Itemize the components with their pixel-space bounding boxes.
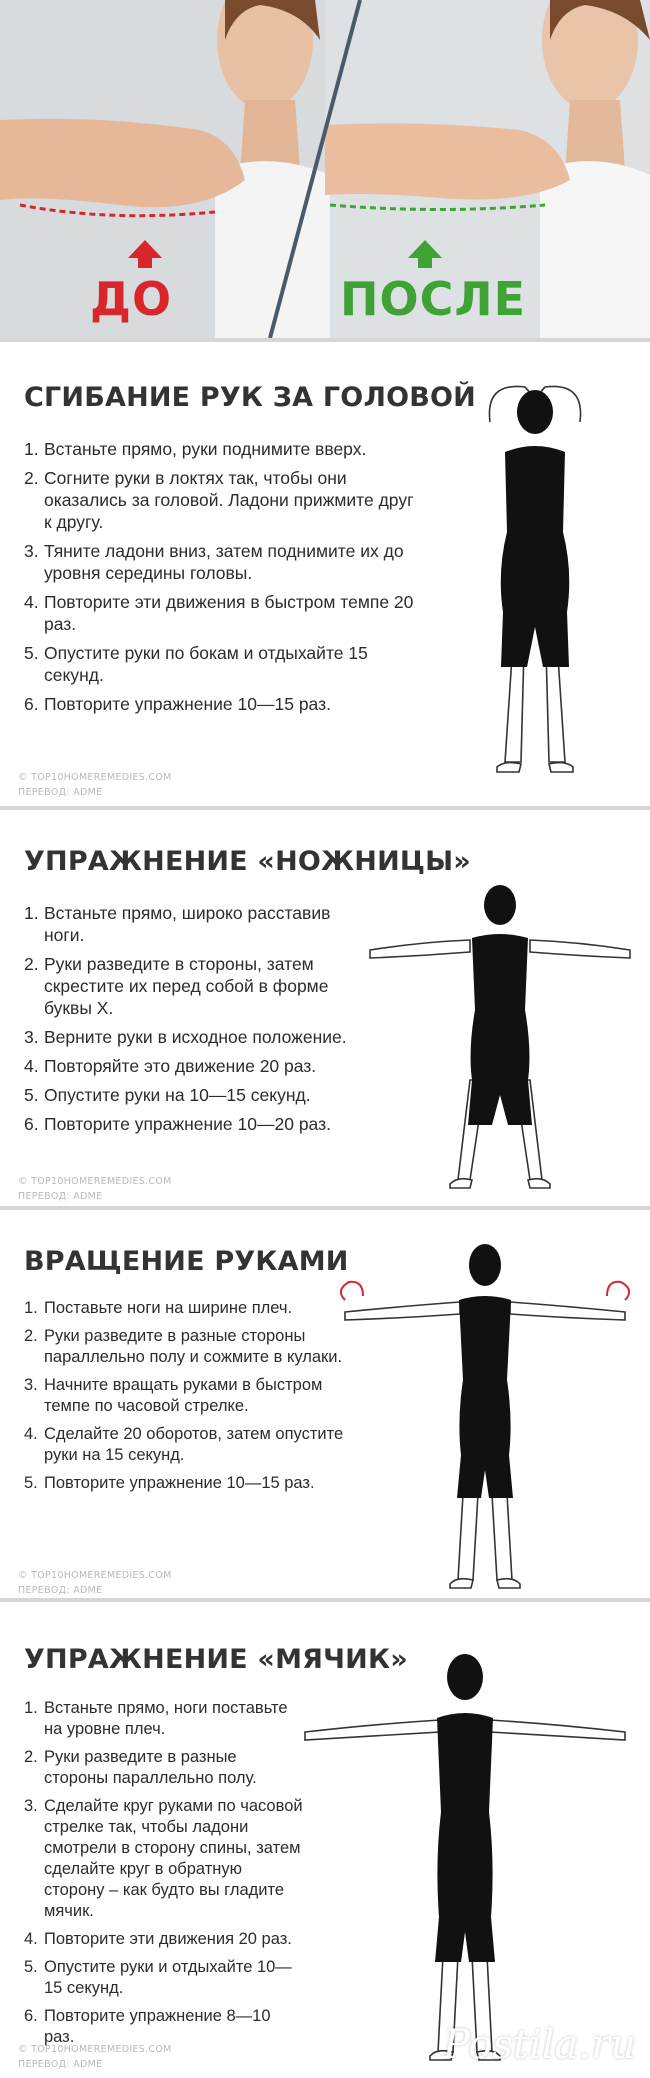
step-item: 1. Встаньте прямо, ноги поставьте на уровне плеч. [24, 1699, 288, 1738]
step-item: 6. Повторите упражнение 8—10 раз. [24, 2007, 271, 2046]
step-item: 4. Сделайте 20 оборотов, затем опустите руки на 15 секунд. [24, 1425, 344, 1464]
exercise-title: СГИБАНИЕ РУК ЗА ГОЛОВОЙ [24, 382, 476, 413]
step-item: 5. Опустите руки на 10—15 секунд. [24, 1085, 311, 1105]
exercise-card-3 [0, 1206, 650, 1602]
step-item: 5. Повторите упражнение 10—15 раз. [24, 1474, 315, 1492]
step-item: 1. Поставьте ноги на ширине плеч. [24, 1299, 293, 1317]
before-label: ДО [90, 272, 173, 326]
step-item: 2. Руки разведите в разные стороны параллельно полу. [24, 1748, 257, 1787]
before-after-photo [0, 0, 650, 338]
image-credit: © TOP10HOMEREMEDIES.COM ПЕРЕВОД: ADME [18, 1570, 172, 1596]
step-item: 2. Согните руки в локтях так, чтобы они оказались за головой. Ладони прижмите друг к другу. [24, 468, 414, 532]
step-item: 6. Повторите упражнение 10—15 раз. [24, 694, 331, 714]
step-item: 3. Тяните ладони вниз, затем поднимите их до уровня середины головы. [24, 541, 404, 583]
image-credit: © TOP10HOMEREMEDIES.COM ПЕРЕВОД: ADME [18, 1176, 172, 1202]
after-label: ПОСЛЕ [340, 272, 526, 326]
step-item: 2. Руки разведите в разные стороны параллельно полу и сожмите в кулаки. [24, 1327, 343, 1366]
step-item: 2. Руки разведите в стороны, затем скрестите их перед собой в форме буквы X. [24, 954, 329, 1018]
step-item: 4. Повторите эти движения 20 раз. [24, 1930, 292, 1948]
exercise-title: УПРАЖНЕНИЕ «НОЖНИЦЫ» [24, 846, 471, 877]
rotation-arrow-icon [607, 1282, 629, 1300]
exercise-steps [24, 1698, 304, 2055]
exercise-title: ВРАЩЕНИЕ РУКАМИ [24, 1246, 349, 1277]
step-item: 3. Верните руки в исходное положение. [24, 1027, 347, 1047]
step-item: 3. Начните вращать руками в быстром темпе по часовой стрелке. [24, 1376, 323, 1415]
scissors-figure [360, 880, 640, 1210]
step-item: 3. Сделайте круг руками по часовой стрелке так, чтобы ладони смотрели в сторону спины, затем сделайте круг в обратную сторону – как будто вы гладите мячик. [24, 1797, 303, 1920]
exercise-steps [24, 438, 414, 722]
arms-behind-head-figure [445, 362, 625, 802]
site-watermark: Postila.ru [442, 2022, 636, 2068]
exercise-card-2 [0, 806, 650, 1210]
step-item: 5. Опустите руки по бокам и отдыхайте 15 секунд. [24, 643, 368, 685]
ball-figure [295, 1632, 635, 2072]
step-item: 1. Встаньте прямо, широко расставив ноги. [24, 903, 331, 945]
exercise-steps [24, 1298, 354, 1501]
image-credit: © TOP10HOMEREMEDIES.COM ПЕРЕВОД: ADME [18, 2044, 172, 2070]
arm-circles-figure [335, 1230, 635, 1600]
step-item: 6. Повторите упражнение 10—20 раз. [24, 1114, 331, 1134]
exercise-steps [24, 902, 364, 1142]
exercise-title: УПРАЖНЕНИЕ «МЯЧИК» [24, 1644, 408, 1675]
rotation-arrow-icon [341, 1282, 363, 1300]
step-item: 5. Опустите руки и отдыхайте 10—15 секунд. [24, 1958, 292, 1997]
step-item: 1. Встаньте прямо, руки поднимите вверх. [24, 439, 367, 459]
step-item: 4. Повторите эти движения в быстром темпе 20 раз. [24, 592, 414, 634]
step-item: 4. Повторяйте это движение 20 раз. [24, 1056, 317, 1076]
exercise-card-4 [0, 1598, 650, 2078]
exercise-card-1 [0, 338, 650, 810]
image-credit: © TOP10HOMEREMEDIES.COM ПЕРЕВОД: ADME [18, 772, 172, 798]
